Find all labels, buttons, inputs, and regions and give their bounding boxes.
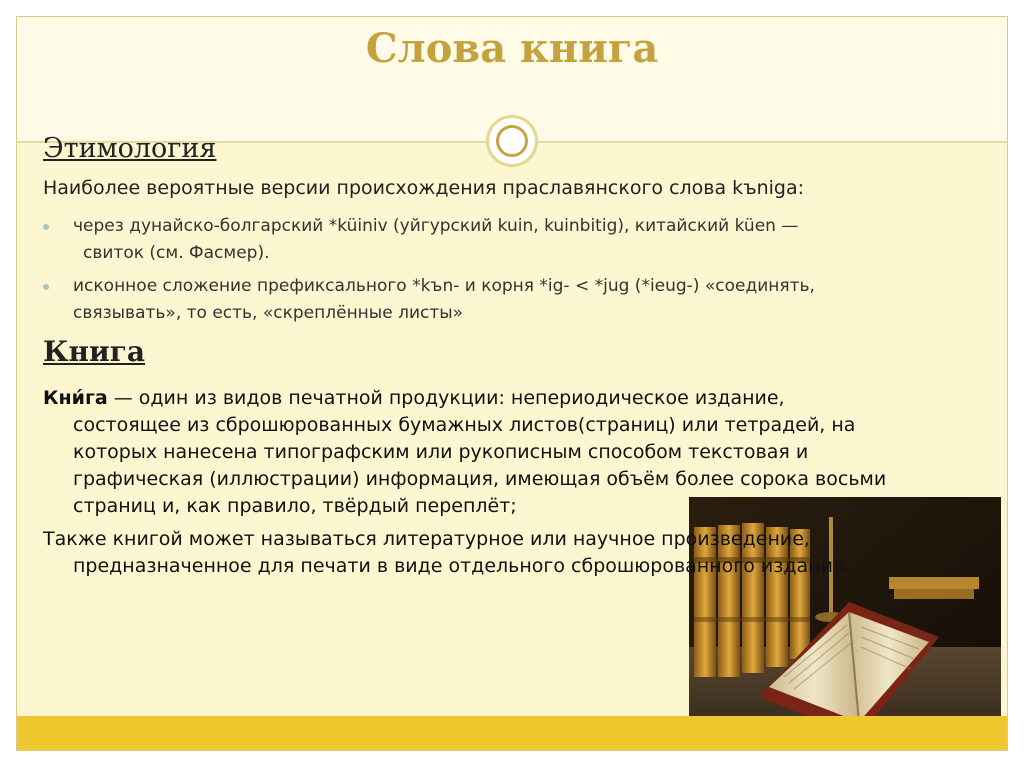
definition-line: страниц и, как правило, твёрдый переплёт; xyxy=(73,495,517,517)
bullet-dot-icon xyxy=(43,224,49,230)
book-heading: Книга xyxy=(43,335,146,368)
bullet-dot-icon xyxy=(43,284,49,290)
definition-line: которых нанесена типографским или рукописным способом текстовая и xyxy=(73,441,809,463)
slide-title: Слова книга xyxy=(365,25,659,72)
bullet-text-line: исконное сложение префиксального *kъn- и корня *ig- < *jug (*ieug-) «соединять, xyxy=(73,276,815,296)
also-line: предназначенное для печати в виде отдельного сброшюрованного издания. xyxy=(73,555,851,577)
definition-line: состоящее из сброшюрованных бумажных листов(страниц) или тетрадей, на xyxy=(73,414,856,436)
circle-ornament-icon xyxy=(486,115,538,167)
definition-line: графическая (иллюстрации) информация, имеющая объём более сорока восьми xyxy=(73,468,887,490)
bottom-bar xyxy=(17,716,1007,750)
etymology-heading: Этимология xyxy=(43,133,217,164)
also-line: Также книгой может называться литературное или научное произведение, xyxy=(43,528,810,550)
bullet-text-line: свиток (см. Фасмер). xyxy=(83,243,270,263)
slide xyxy=(16,16,1008,751)
bullet-text-line: связывать», то есть, «скреплённые листы» xyxy=(73,303,464,323)
bullet-text-line: через дунайско-болгарский *küiniv (уйгурский kuin, kuinbitig), китайский küen — xyxy=(73,216,799,236)
etymology-intro: Наиболее вероятные версии происхождения праславянского слова kъniga: xyxy=(43,177,805,199)
book-term: Кни́га xyxy=(43,387,108,409)
definition-line: — один из видов печатной продукции: непериодическое издание, xyxy=(107,387,785,409)
